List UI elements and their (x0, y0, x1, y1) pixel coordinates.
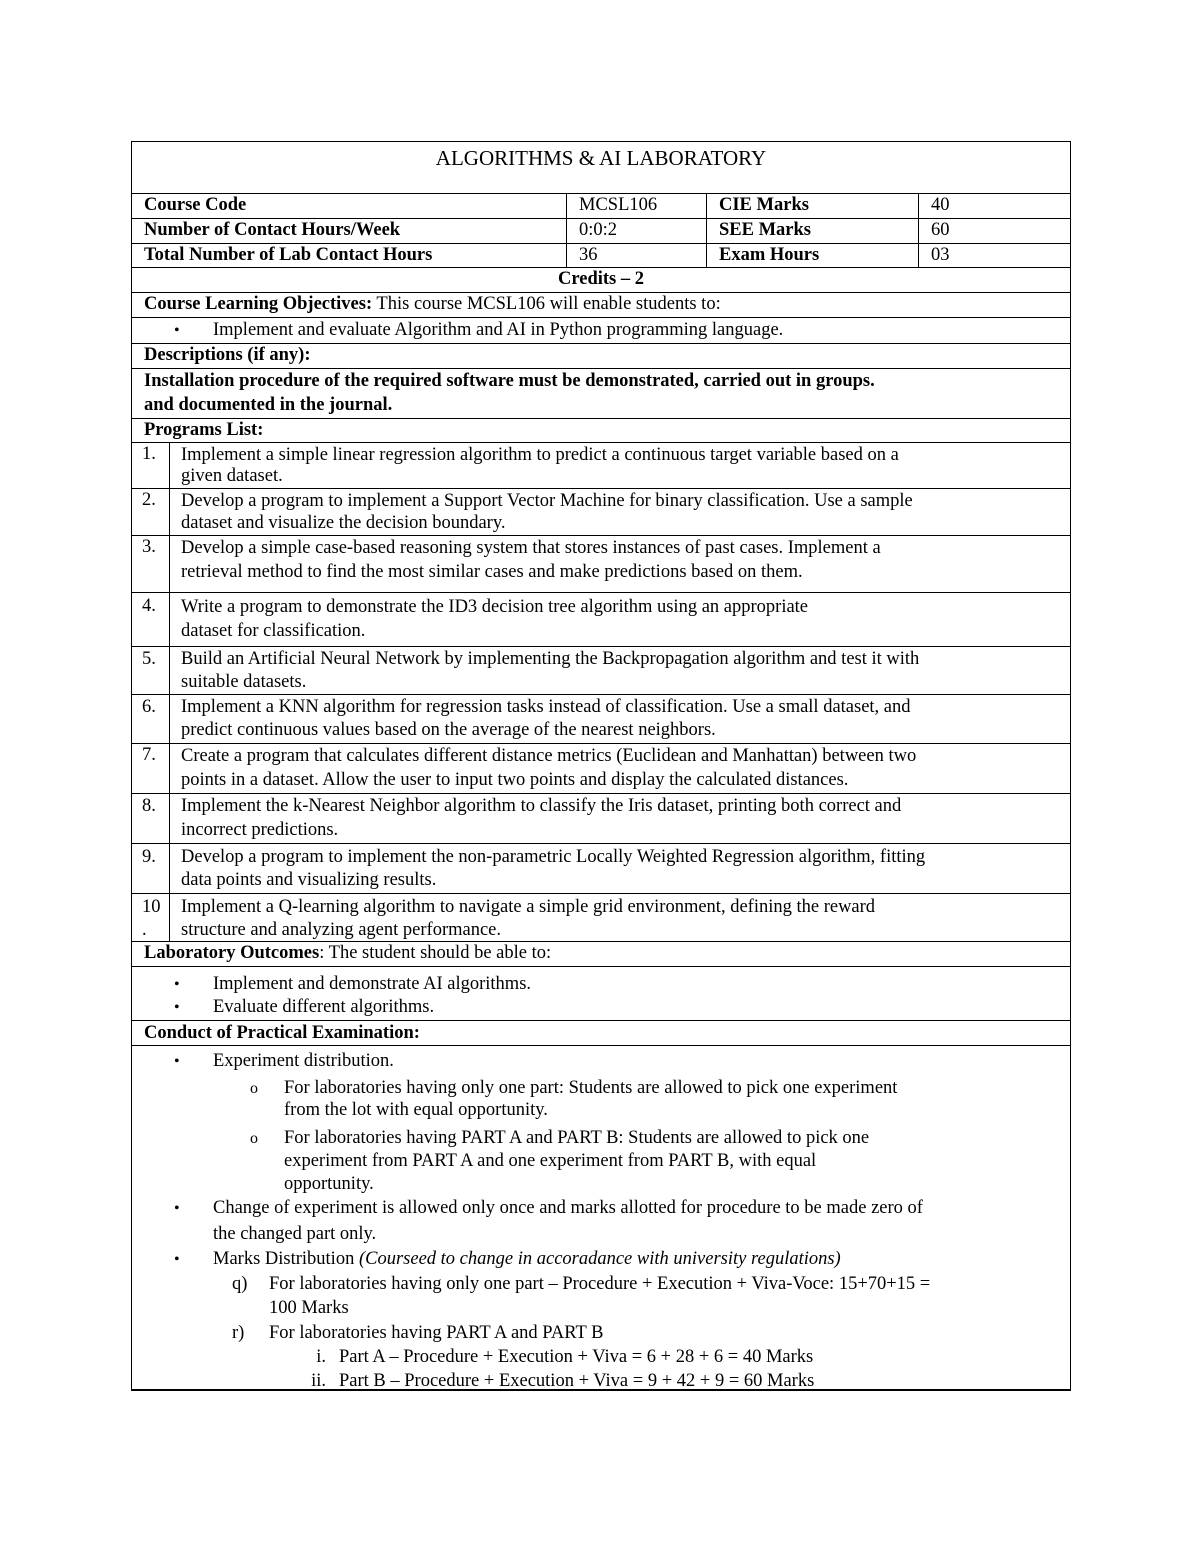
program-row (132, 535, 1070, 592)
program-line: Implement a Q-learning algorithm to navigate a simple grid environment, defining the reward (181, 897, 876, 917)
program-number: 3. (132, 536, 170, 592)
programs-label: Programs List: (144, 420, 264, 440)
distribution-one-part-line: from the lot with equal opportunity. (284, 1100, 548, 1120)
contact-hours-value: 0:0:2 (566, 219, 706, 243)
program-line: points in a dataset. Allow the user to input two points and display the calculated distances. (181, 770, 849, 790)
distribution-two-part-line: For laboratories having PART A and PART B: Students are allowed to pick one (284, 1128, 870, 1148)
program-row (132, 893, 1070, 941)
marks-one-part-line: For laboratories having only one part – Procedure + Execution + Viva-Voce: 15+70+15 = (269, 1274, 931, 1294)
conduct-row (132, 1020, 1070, 1045)
objectives-list (132, 317, 1070, 343)
list-marker-i: i. (316, 1347, 326, 1367)
objective-item: Implement and evaluate Algorithm and AI in Python programming language. (213, 320, 784, 340)
program-line: Implement a KNN algorithm for regression tasks instead of classification. Use a small dataset, and (181, 697, 911, 717)
change-experiment-line: the changed part only. (213, 1224, 377, 1244)
conduct-content (132, 1045, 1070, 1389)
program-row (132, 694, 1070, 743)
outcome-item: Implement and demonstrate AI algorithms. (213, 974, 532, 994)
objectives-intro: This course MCSL106 will enable students to: (372, 294, 721, 314)
part-a-marks: Part A – Procedure + Execution + Viva = 6 + 28 + 6 = 40 Marks (339, 1347, 814, 1367)
outcomes-row (132, 941, 1070, 966)
program-number-dot: . (142, 920, 147, 940)
bullet-icon: • (174, 976, 180, 993)
course-code-value: MCSL106 (566, 194, 706, 218)
program-row (132, 843, 1070, 893)
outcomes-list (132, 966, 1070, 1020)
lab-hours-label: Total Number of Lab Contact Hours (144, 245, 433, 265)
change-experiment-line: Change of experiment is allowed only once and marks allotted for procedure to be made zero of (213, 1198, 923, 1218)
program-number: 8. (132, 794, 170, 843)
distribution-one-part-line: For laboratories having only one part: Students are allowed to pick one experiment (284, 1078, 898, 1098)
program-line: Write a program to demonstrate the ID3 decision tree algorithm using an appropriate (181, 597, 809, 617)
credits: Credits – 2 (558, 269, 644, 289)
program-line: dataset and visualize the decision boundary. (181, 513, 506, 533)
program-line: Implement the k-Nearest Neighbor algorithm to classify the Iris dataset, printing both correct and (181, 796, 902, 816)
program-line: structure and analyzing agent performance. (181, 920, 502, 940)
program-line: dataset for classification. (181, 621, 366, 641)
program-row (132, 442, 1070, 488)
cie-marks-value: 40 (918, 194, 1070, 218)
program-line: Develop a simple case-based reasoning system that stores instances of past cases. Implement a (181, 538, 881, 558)
program-line: Create a program that calculates different distance metrics (Euclidean and Manhattan) between two (181, 746, 917, 766)
conduct-label: Conduct of Practical Examination: (144, 1023, 420, 1043)
program-number-digits: 10 (142, 897, 161, 917)
info-row-course-code (132, 193, 1070, 218)
program-row (132, 488, 1070, 535)
program-number: 1. (132, 443, 170, 488)
objectives-row (132, 292, 1070, 317)
bullet-icon: • (174, 999, 180, 1016)
course-code-label: Course Code (144, 195, 247, 215)
program-line: Develop a program to implement a Support Vector Machine for binary classification. Use a sample (181, 491, 913, 511)
see-marks-label: SEE Marks (706, 219, 918, 243)
program-line: predict continuous values based on the average of the nearest neighbors. (181, 720, 716, 740)
page-title: ALGORITHMS & AI LABORATORY (435, 146, 767, 170)
program-line: Build an Artificial Neural Network by implementing the Backpropagation algorithm and test it with (181, 649, 920, 669)
program-number: 6. (132, 695, 170, 743)
experiment-distribution: Experiment distribution. (213, 1051, 394, 1071)
program-number (132, 894, 170, 941)
bullet-icon: • (174, 1053, 180, 1070)
credits-row (132, 267, 1070, 292)
outcomes-text (144, 942, 551, 965)
program-line: retrieval method to find the most similar cases and make predictions based on them. (181, 562, 803, 582)
sub-bullet-icon: o (250, 1130, 258, 1147)
marks-one-part-line: 100 Marks (269, 1298, 349, 1318)
program-number: 2. (132, 489, 170, 535)
info-row-contact-hours (132, 218, 1070, 243)
bullet-icon: • (174, 1200, 180, 1217)
marks-distribution (213, 1248, 841, 1271)
program-line: Implement a simple linear regression algorithm to predict a continuous target variable based on a (181, 445, 899, 465)
exam-hours-value: 03 (918, 244, 1070, 267)
info-row-lab-hours (132, 243, 1070, 267)
contact-hours-label: Number of Contact Hours/Week (144, 220, 401, 240)
cie-marks-label: CIE Marks (706, 194, 918, 218)
objectives-text (144, 293, 721, 316)
marks-distribution-note: (Courseed to change in accoradance with university regulations) (358, 1249, 841, 1269)
outcomes-label: Laboratory Outcomes (144, 943, 320, 963)
distribution-two-part-line: experiment from PART A and one experiment from PART B, with equal (284, 1151, 817, 1171)
program-row (132, 592, 1070, 646)
program-line: data points and visualizing results. (181, 870, 437, 890)
program-row (132, 646, 1070, 694)
program-number: 4. (132, 593, 170, 646)
descriptions-row (132, 343, 1070, 368)
see-marks-value: 60 (918, 219, 1070, 243)
installation-line-2: and documented in the journal. (144, 395, 393, 415)
marks-two-part-line: For laboratories having PART A and PART B (269, 1323, 604, 1343)
program-line: Develop a program to implement the non-parametric Locally Weighted Regression algorithm, fitting (181, 847, 926, 867)
installation-line-1: Installation procedure of the required software must be demonstrated, carried out in groups. (144, 371, 875, 391)
program-number: 7. (132, 744, 170, 793)
program-line: incorrect predictions. (181, 820, 339, 840)
list-marker-q: q) (232, 1274, 248, 1294)
program-number: 5. (132, 647, 170, 694)
exam-hours-label: Exam Hours (706, 244, 918, 267)
programs-label-row (132, 418, 1070, 442)
distribution-two-part-line: opportunity. (284, 1174, 374, 1194)
program-row (132, 743, 1070, 793)
program-line: suitable datasets. (181, 672, 307, 692)
syllabus-table (131, 141, 1071, 1391)
list-marker-ii: ii. (311, 1371, 326, 1391)
outcome-item: Evaluate different algorithms. (213, 997, 435, 1017)
objectives-label: Course Learning Objectives: (144, 294, 373, 314)
marks-distribution-label: Marks Distribution (213, 1249, 359, 1269)
bullet-icon: • (174, 1251, 180, 1268)
part-b-marks: Part B – Procedure + Execution + Viva = 9 + 42 + 9 = 60 Marks (339, 1371, 815, 1391)
program-row (132, 793, 1070, 843)
program-line: given dataset. (181, 466, 283, 486)
list-marker-r: r) (232, 1323, 245, 1343)
descriptions-label: Descriptions (if any): (144, 345, 311, 365)
sub-bullet-icon: o (250, 1080, 258, 1097)
bullet-icon: • (174, 322, 180, 339)
lab-hours-value: 36 (566, 244, 706, 267)
program-number: 9. (132, 844, 170, 893)
installation-row (132, 368, 1070, 418)
outcomes-intro: : The student should be able to: (319, 943, 552, 963)
